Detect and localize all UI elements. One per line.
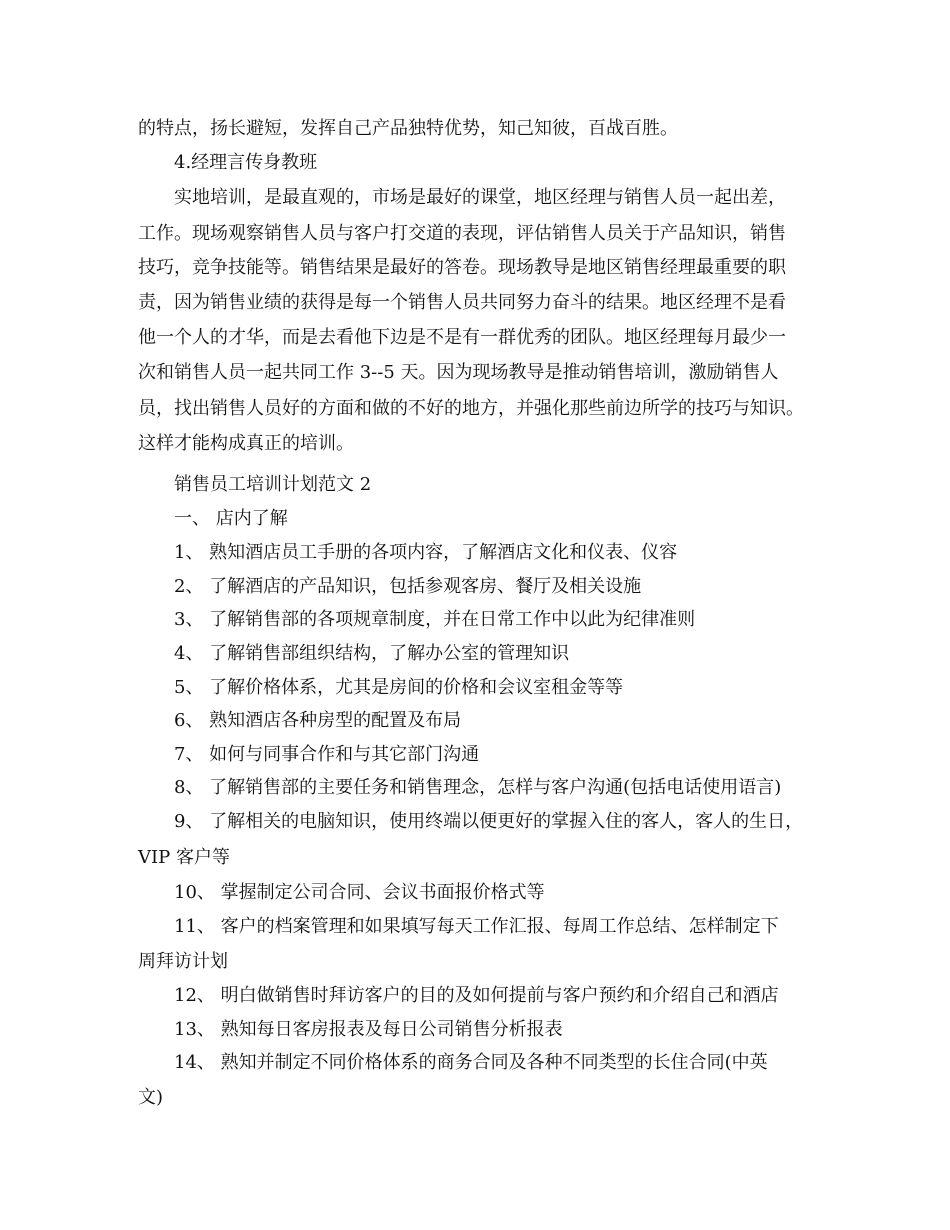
text-line: 技巧，竞争技能等。销售结果是最好的答卷。现场教导是地区销售经理最重要的职 [138,257,786,278]
section-heading: 一、 店内了解 [174,508,288,529]
section-heading: 销售员工培训计划范文 2 [174,474,372,495]
list-item: 6、 熟知酒店各种房型的配置及布局 [174,710,462,731]
list-item-continuation: 文) [138,1087,164,1108]
list-item: 8、 了解销售部的主要任务和销售理念，怎样与客户沟通(包括电话使用语言) [174,777,782,798]
text-line: 这样才能构成真正的培训。 [138,433,354,454]
list-item: 3、 了解销售部的各项规章制度，并在日常工作中以此为纪律准则 [174,609,696,630]
section-heading: 4.经理言传身教班 [174,152,318,173]
text-line: 次和销售人员一起共同工作 3--5 天。因为现场教导是推动销售培训，激励销售人 [138,362,779,383]
text-line: 他一个人的才华，而是去看他下边是不是有一群优秀的团队。地区经理每月最少一 [138,327,786,348]
list-item: 10、 掌握制定公司合同、会议书面报价格式等 [174,882,545,903]
list-item: 9、 了解相关的电脑知识，使用终端以便更好的掌握入住的客人，客人的生日， [174,811,804,832]
list-item: 4、 了解销售部组织结构，了解办公室的管理知识 [174,643,570,664]
list-item-continuation: 周拜访计划 [138,951,228,972]
list-item: 13、 熟知每日客房报表及每日公司销售分析报表 [174,1019,563,1040]
list-item: 11、 客户的档案管理和如果填写每天工作汇报、每周工作总结、怎样制定下 [174,916,779,937]
text-line: 责，因为销售业绩的获得是每一个销售人员共同努力奋斗的结果。地区经理不是看 [138,292,786,313]
list-item: 2、 了解酒店的产品知识，包括参观客房、餐厅及相关设施 [174,576,642,597]
list-item: 1、 熟知酒店员工手册的各项内容，了解酒店文化和仪表、仪容 [174,542,678,563]
text-line: 员，找出销售人员好的方面和做的不好的地方，并强化那些前边所学的技巧与知识。 [138,398,804,419]
text-line: 的特点，扬长避短，发挥自己产品独特优势，知己知彼，百战百胜。 [138,118,678,139]
text-line: 工作。现场观察销售人员与客户打交道的表现，评估销售人员关于产品知识，销售 [138,223,786,244]
text-line: 实地培训，是最直观的，市场是最好的课堂，地区经理与销售人员一起出差， [174,187,786,208]
list-item: 12、 明白做销售时拜访客户的目的及如何提前与客户预约和介绍自己和酒店 [174,985,779,1006]
list-item: 5、 了解价格体系，尤其是房间的价格和会议室租金等等 [174,677,624,698]
list-item: 14、 熟知并制定不同价格体系的商务合同及各种不同类型的长住合同(中英 [174,1052,768,1073]
list-item: 7、 如何与同事合作和与其它部门沟通 [174,744,480,765]
list-item-continuation: VIP 客户等 [138,847,230,868]
